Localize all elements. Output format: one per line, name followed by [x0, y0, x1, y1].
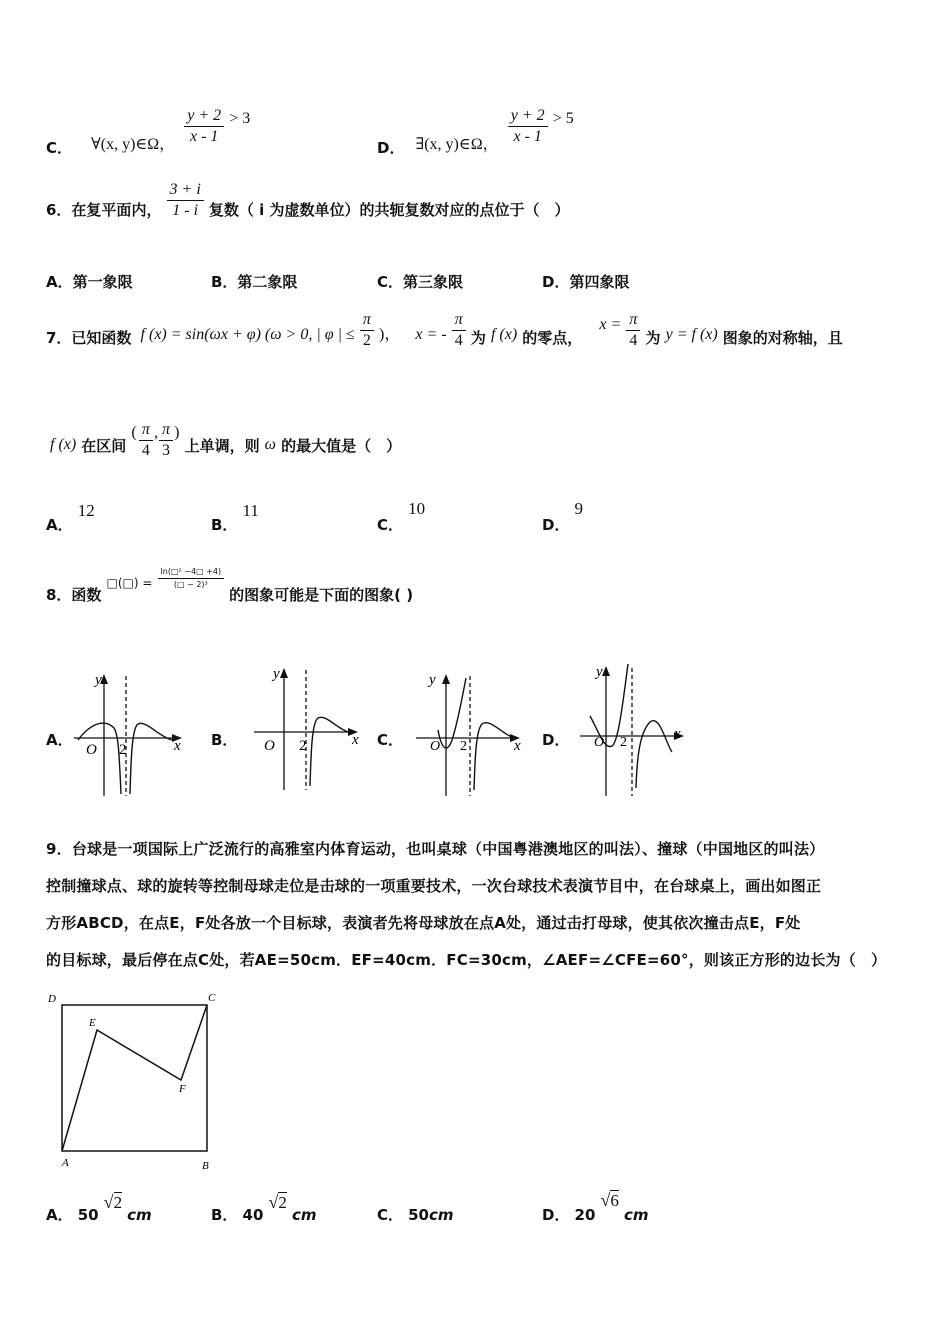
figure-label-f: F	[179, 1083, 186, 1095]
graph-label-origin: O	[594, 735, 605, 750]
q8-number: 8．函数	[46, 586, 102, 604]
radical-sign: √	[268, 1192, 279, 1212]
option-unit: cm	[624, 1206, 649, 1224]
option-label: C．	[377, 1206, 404, 1224]
option-unit: cm	[428, 1206, 454, 1224]
q7-pi-over-4-a	[452, 310, 466, 351]
graph-label-x: x	[674, 726, 681, 742]
q8-graph-b	[248, 662, 373, 792]
fraction-numerator: π	[159, 420, 173, 441]
q7-line2-fx: f (x)	[50, 436, 77, 453]
q9-option-c	[377, 1204, 454, 1225]
q8-option-d: D．	[542, 731, 570, 749]
graph-label-y: y	[429, 672, 436, 688]
fraction-numerator: π	[360, 310, 374, 331]
q7-open-paren: (	[131, 424, 137, 441]
q8-graph-d	[580, 660, 705, 800]
option-coef: 50	[77, 1206, 99, 1224]
option-coef: 50	[408, 1206, 429, 1224]
q9-square-figure	[44, 990, 234, 1175]
fraction-numerator: π	[626, 310, 640, 331]
q8-option-c: C．	[377, 731, 404, 749]
q5-option-d	[377, 106, 574, 157]
fraction-denominator: 4	[629, 332, 638, 349]
q7-option-a	[46, 500, 95, 534]
option-coef: 20	[574, 1206, 596, 1224]
option-radicand: 2	[278, 1193, 287, 1212]
q8-graph-c	[410, 668, 535, 798]
fraction-denominator: x - 1	[513, 128, 542, 145]
option-value: 9	[574, 499, 584, 518]
fraction-numerator: π	[139, 420, 153, 441]
q5-c-fraction	[184, 106, 224, 147]
q8-option-b: B．	[211, 731, 238, 749]
q8-option-a: A．	[46, 731, 73, 749]
q6-stem	[46, 181, 570, 227]
option-radicand: 6	[610, 1191, 619, 1210]
q6-option-b: B．第二象限	[211, 273, 298, 291]
q8-text: 的图象可能是下面的图象( )	[229, 586, 414, 604]
graph-label-origin: O	[430, 739, 441, 754]
option-label: C．	[46, 139, 73, 157]
graph-label-x: x	[514, 738, 521, 754]
fraction-denominator: 2	[362, 332, 371, 349]
figure-label-d: D	[48, 993, 56, 1005]
option-label: A．	[46, 1206, 73, 1224]
q9-option-a	[46, 1192, 152, 1224]
q5-d-prefix: ∃(x, y)∈Ω，	[415, 136, 499, 153]
q6-option-d: D．第四象限	[542, 273, 630, 291]
graph-label-origin: O	[264, 738, 275, 754]
graph-label-two: 2	[119, 742, 127, 758]
figure-label-a: A	[62, 1157, 69, 1169]
figure-label-c: C	[208, 992, 216, 1004]
q7-pi-over-4-c	[139, 420, 153, 461]
option-label: D．	[542, 1206, 570, 1224]
q5-d-fraction	[508, 106, 548, 147]
figure-label-e: E	[89, 1017, 96, 1029]
option-value: 11	[242, 501, 259, 520]
q9-line-1: 9．台球是一项国际上广泛流行的高雅室内体育运动，也叫桌球（中国粤港澳地区的叫法）、撞球（中国地区的叫法）	[46, 840, 825, 858]
fraction-numerator: π	[452, 310, 466, 331]
q6-option-a: A．第一象限	[46, 273, 133, 291]
option-label: D．	[377, 139, 405, 157]
option-label: A．	[46, 516, 73, 534]
q6-option-c: C．第三象限	[377, 273, 464, 291]
q8-graph-a	[68, 668, 193, 798]
q7-option-b	[211, 500, 259, 534]
radical-sign: √	[103, 1192, 114, 1212]
graph-label-two: 2	[620, 735, 627, 750]
q5-c-prefix: ∀(x, y)∈Ω，	[91, 136, 176, 153]
fraction-denominator: (□ − 2)³	[173, 580, 208, 589]
q7-close-paren: )	[174, 424, 180, 441]
graph-label-x: x	[174, 738, 181, 754]
graph-label-y: y	[95, 672, 102, 688]
q6-text: 复数（ i 为虚数单位）的共轭复数对应的点位于（ ）	[208, 201, 570, 219]
option-coef: 40	[242, 1206, 264, 1224]
fraction-denominator: 4	[454, 332, 463, 349]
q7-pi-over-2	[360, 310, 374, 351]
fraction-numerator: 3 + i	[167, 180, 204, 201]
q7-line2-a: 在区间	[81, 437, 127, 455]
q7-number: 7．已知函数	[46, 329, 132, 347]
q9-line-3: 方形ABCD，在点E，F处各放一个目标球，表演者先将母球放在点A处，通过击打母球，使其依次撞击点E，F处	[46, 914, 801, 932]
q7-pi-over-4-b	[626, 310, 640, 351]
option-unit: cm	[127, 1206, 152, 1224]
q9-option-b	[211, 1192, 317, 1224]
option-value: 10	[408, 499, 426, 518]
q5-c-relation: > 3	[229, 110, 251, 127]
fraction-denominator: x - 1	[190, 128, 219, 145]
figure-label-b: B	[202, 1160, 209, 1172]
q5-option-c	[46, 106, 251, 157]
q7-stem-line2	[50, 420, 401, 461]
graph-label-x: x	[352, 732, 359, 748]
q7-fx: f (x)	[490, 326, 518, 343]
fraction-numerator: y + 2	[184, 106, 224, 127]
graph-label-y: y	[273, 666, 280, 682]
q7-option-c	[377, 498, 426, 534]
q7-axis-text2: 图象的对称轴，且	[722, 329, 843, 347]
q7-line2-c: 的最大值是（ ）	[281, 437, 402, 455]
q6-fraction	[167, 180, 204, 221]
q8-formula-fraction	[158, 566, 225, 591]
option-label: C．	[377, 516, 404, 534]
q7-function: f (x) = sin(ωx + φ) (ω > 0, | φ | ≤	[140, 326, 355, 343]
option-value: 12	[77, 501, 95, 520]
graph-label-two: 2	[299, 738, 307, 754]
q7-x-eq: x =	[599, 316, 622, 333]
q7-x-eq-neg: x = -	[415, 326, 447, 343]
graph-label-origin: O	[86, 742, 97, 758]
option-radicand: 2	[113, 1193, 123, 1212]
q8-formula-lhs: □(□) =	[106, 576, 153, 590]
fraction-numerator: ln(□² −4□ +4)	[158, 566, 225, 579]
q7-axis-text: 为	[645, 329, 661, 347]
q7-omega: ω	[264, 436, 276, 453]
q7-stem-line1	[46, 310, 843, 351]
q7-zero-text: 为	[470, 329, 486, 347]
q9-line-2: 控制撞球点、球的旋转等控制母球走位是击球的一项重要技术，一次台球技术表演节目中，在台球桌上，画出如图正	[46, 877, 822, 895]
option-label: D．	[542, 516, 570, 534]
q9-option-d	[542, 1190, 649, 1224]
radical-sign: √	[600, 1190, 611, 1210]
q7-y-eq: y = f (x)	[665, 326, 718, 343]
q7-close: )，	[378, 326, 401, 343]
option-label: B．	[211, 1206, 238, 1224]
q7-zero-text2: 的零点，	[522, 329, 583, 347]
q6-number: 6．在复平面内，	[46, 201, 162, 219]
q7-line2-b: 上单调，则	[184, 437, 260, 455]
option-label: B．	[211, 516, 238, 534]
q7-comma: ,	[153, 424, 158, 441]
q8-stem	[46, 566, 414, 604]
q7-option-d	[542, 498, 584, 534]
fraction-denominator: 3	[162, 442, 171, 459]
graph-label-y: y	[596, 664, 603, 680]
q8-formula	[107, 566, 225, 591]
fraction-numerator: y + 2	[508, 106, 548, 127]
q7-pi-over-3	[159, 420, 173, 461]
q5-d-relation: > 5	[552, 110, 574, 127]
q9-line-4: 的目标球，最后停在点C处，若AE=50cm．EF=40cm．FC=30cm，∠AEF=∠CFE=60°，则该正方形的边长为（ ）	[46, 951, 887, 969]
fraction-denominator: 1 - i	[172, 202, 199, 219]
option-unit: cm	[291, 1206, 317, 1224]
graph-label-two: 2	[460, 739, 467, 754]
fraction-denominator: 4	[141, 442, 150, 459]
